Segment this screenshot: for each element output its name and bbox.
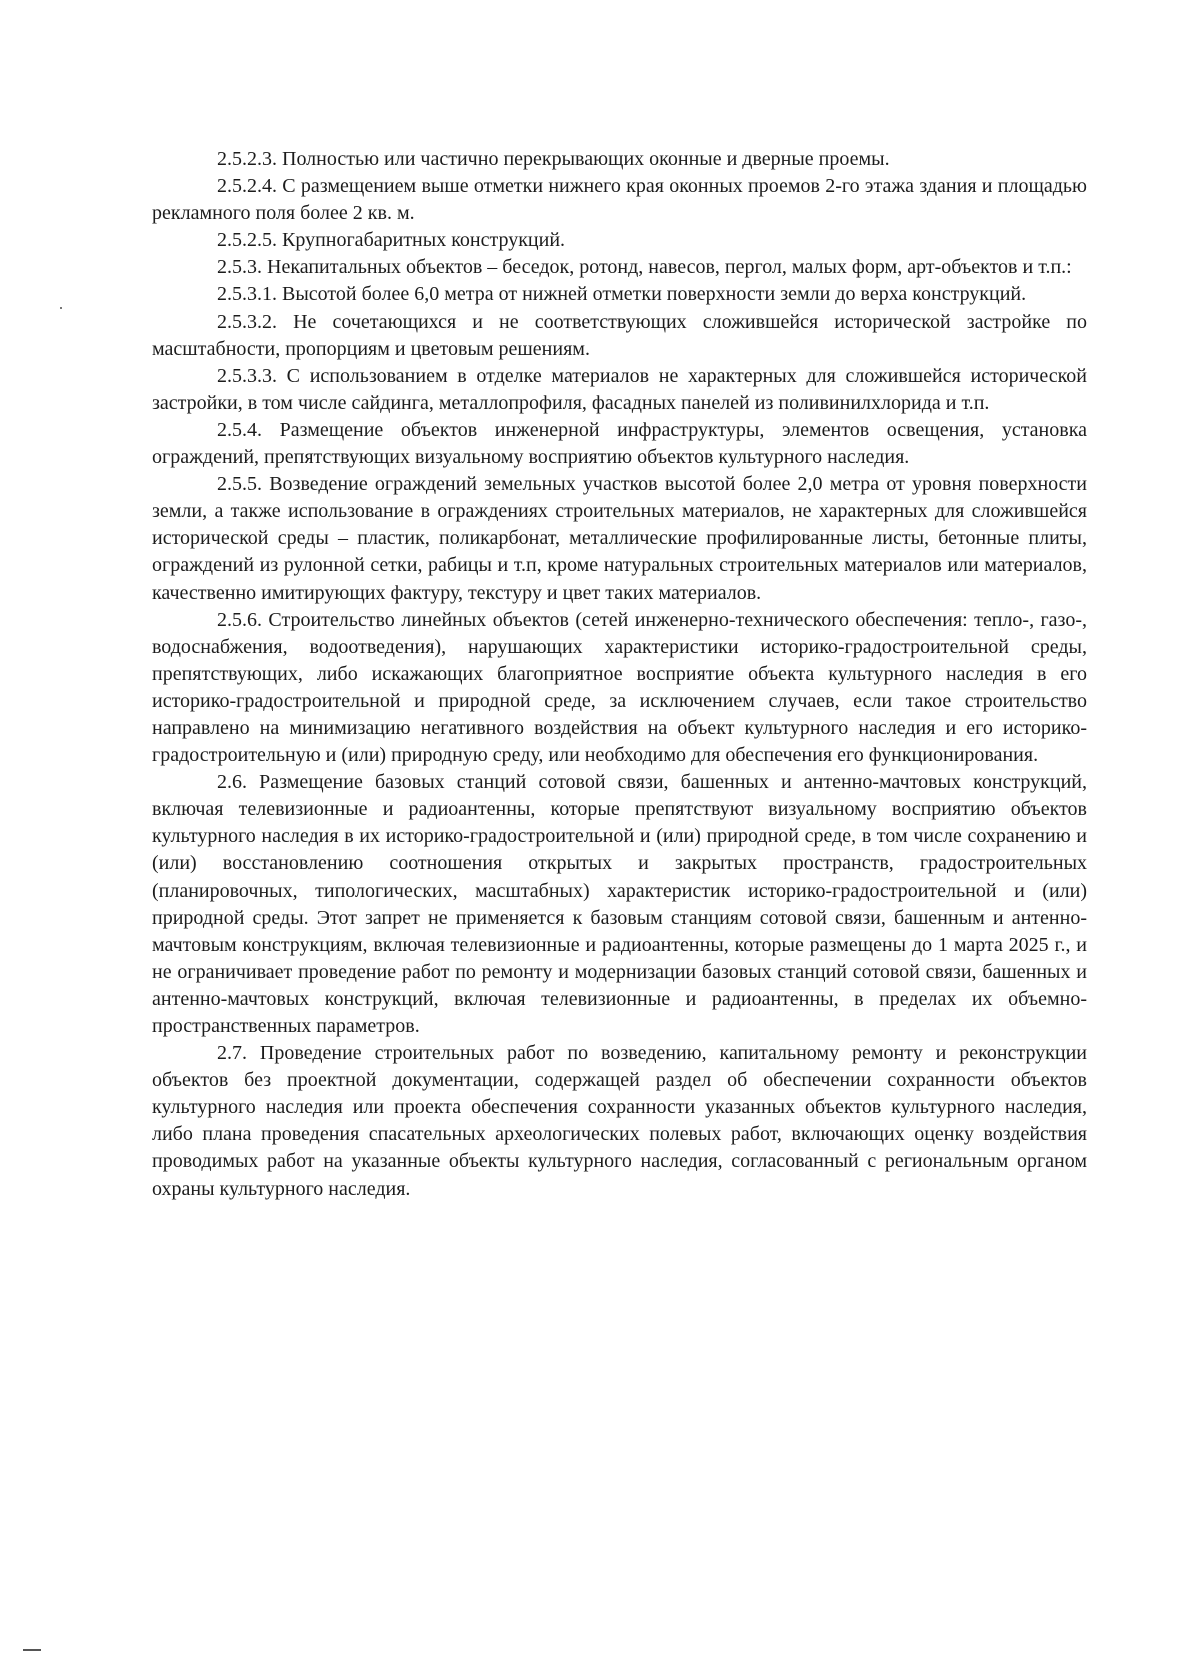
paragraph-2-5-2-5: 2.5.2.5. Крупногабаритных конструкций. (217, 229, 566, 252)
paragraph-2-5-2-4: 2.5.2.4. С размещением выше отметки нижнего края оконных проемов 2-го этажа здания и площадью рекламного поля более 2 кв. м. (152, 175, 1087, 225)
paragraph-2-5-3: 2.5.3. Некапитальных объектов – беседок, ротонд, навесов, пергол, малых форм, арт-объектов и т.п.: (217, 256, 1072, 279)
paragraph-2-6: 2.6. Размещение базовых станций сотовой связи, башенных и антенно-мачтовых конструкций, включая телевизионные и радиоантенны, которые препятствуют визуальному восприятию объектов культурного наследия в их историко-градостроительной и (или) природной среде, в том числе сохранению и (или) восстановлению соотношения открытых и закрытых пространств, градостроительных (планировочных, типологических, масштабных) характеристик историко-градостроительной и (или) природной среды. Этот запрет не применяется к базовым станциям сотовой связи, башенным и антенно-мачтовым конструкциям, включая телевизионные и радиоантенны, которые размещены до 1 марта 2025 г., и не ограничивает проведение работ по ремонту и модернизации базовых станций сотовой связи, башенных и антенно-мачтовых конструкций, включая телевизионные и радиоантенны, в пределах их объемно-пространственных параметров. (152, 771, 1087, 1037)
paragraph-2-5-3-2: 2.5.3.2. Не сочетающихся и не соответствующих сложившейся исторической застройке по масштабности, пропорциям и цветовым решениям. (152, 310, 1087, 360)
paragraph-2-5-2-3: 2.5.2.3. Полностью или частично перекрывающих оконные и дверные проемы. (217, 148, 890, 170)
paragraph-2-5-4: 2.5.4. Размещение объектов инженерной инфраструктуры, элементов освещения, установка ограждений, препятствующих визуальному восприятию объектов культурного наследия. (152, 418, 1087, 469)
paragraph-2-5-5: 2.5.5. Возведение ограждений земельных участков высотой более 2,0 метра от уровня поверхности земли, а также использование в ограждениях строительных материалов, не характерных для сложившейся исторической среды – пластик, поликарбонат, металлические профилированные листы, бетонные плиты, ограждений из рулонной сетки, рабицы и т.п, кроме натуральных строительных материалов или материалов, качественно имитирующих фактуру, текстуру и цвет таких материалов. (152, 473, 1087, 604)
paragraph-2-5-3-1: 2.5.3.1. Высотой более 6,0 метра от нижней отметки поверхности земли до верха конструкций. (217, 283, 1027, 306)
paragraph-2-5-3-3: 2.5.3.3. С использованием в отделке материалов не характерных для сложившейся исторической застройки, в том числе сайдинга, металлопрофиля, фасадных панелей из поливинилхлорида и т.п. (152, 364, 1087, 414)
paragraph-2-5-6: 2.5.6. Строительство линейных объектов (сетей инженерно-технического обеспечения: тепло-, газо-, водоснабжения, водоотведения), нарушающих характеристики историко-градостроительной среды, препятствующих, либо искажающих благоприятное восприятие объекта культурного наследия в его историко-градостроительной и природной среде, за исключением случаев, если такое строительство направлено на минимизацию негативного воздействия на объект культурного наследия и его историко-градостроительную и (или) природную среду, или необходимо для обеспечения его функционирования. (152, 608, 1087, 767)
document-body (152, 146, 1087, 1203)
scan-artifact-mark (23, 1649, 41, 1651)
scan-artifact-dot (60, 307, 62, 309)
paragraph-2-7: 2.7. Проведение строительных работ по возведению, капитальному ремонту и реконструкции объектов без проектной документации, содержащей раздел об обеспечении сохранности объектов культурного наследия или проекта обеспечения сохранности указанных объектов культурного наследия, либо плана проведения спасательных археологических полевых работ, включающих оценку воздействия проводимых работ на указанные объекты культурного наследия, согласованный с региональным органом охраны культурного наследия. (152, 1042, 1087, 1200)
